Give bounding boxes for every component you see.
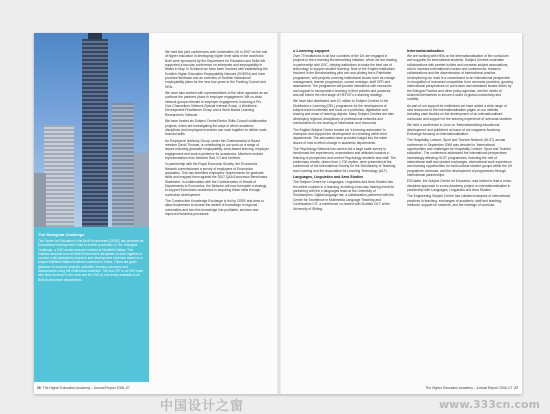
paragraph: In partnership with the Royal Economic Society, the Economics Network commissioned a survey of employers of Economics graduates. This has identified employers' requirements for graduate skills and mapped them against the 2007 QAA Economics Benchmark Statement. In collaboration with the Confederation of Heads of Departments in Economics, the Network will now formulate a strategy to support Economics academics in acquiring these skills through curriculum development.: [165, 162, 268, 197]
paragraph: We have also distributed over £1 million to Subject Centres in the Distributed e-Learning (DEL) programme for the development of subject-based materials and tools on e-portfolios, digitisation and sharing and reuse of learning objects. Many Subject Centres are also developing regional, disciplinary or professional networks and mechanisms for the sharing of information and resources.: [293, 99, 394, 126]
paragraph: As part of our support for institutions we have added a wide range of new resources to the internationalisation pages on our website, including case studies on the development of an internationalised curriculum and support for the learning experience of overseas students.: [407, 103, 513, 121]
paragraph: We have also worked with representatives of the other agencies as we continue the partners' place in employer engagement. We co-chair network groups relevant to employer engagement, including a Pro Vice-Chancellors' Network Special Interest Group, a Workforce Development Practitioner Group and a Work-Based Learning Researchers' Network.: [165, 91, 268, 117]
paragraph: We have funded six Subject Centre/Sector Skills Council collaborative projects, which are investigating the ways in which academic disciplines and employment sectors can work together to deliver work-focused skills.: [165, 119, 268, 137]
section-heading: Internationalisation: [407, 48, 444, 53]
paragraph: The Engineering Subject Centre has collated examples of international practices in teaching, exchanges of academic, staff and teaching methods, support for students, and the redesign of curricula.: [407, 194, 510, 207]
paragraph: The Subject Centre for Languages, Linguistics and Area Studies has ten online courses in e-learning, including a two-day training event for partnering with the e-languages team at the University of Southampton. Digital language lab, a collaboration partnered with the Centre for Excellence in Multimedia Language Teaching and Continuation CIT, a conference co-hosted with Scottish CILT at the University of Stirling.: [293, 180, 395, 211]
challenge-heading: The Shanghai Challenge: [38, 232, 85, 237]
paragraph: The Construction Knowledge Exchange is led by CEBE and aims to allow businesses to access the wealth of knowledge in regional universities and turn this knowledge into profitable, services and improved business processes.: [165, 199, 264, 217]
paragraph: Over 70 institutions in all four countries of the UK are engaged in projects in the e-learning Benchmarking Initiative, which we are leading in partnership with JISC, helping institutions to make the best use of technology to support student learning. Nine of the English institutions involved in the Benchmarking pilot are now piloting the e-Pathfinder programme, with projects covering institutional issues such as change management, learner progression, course redesign, staff CPD and assessment. The programme will provide institutions with resources and support to incorporate e-learning in their policies and practices, and will inform the next stage of HEFCE's e-learning strategy.: [293, 54, 397, 98]
paragraph: The English Subject Centre funded six 'e-learning advocates' to champion and support the development of e-learning within their departments. The advocates have provided insight into the wider issues of how to effect change in academic departments.: [293, 127, 388, 145]
footer-title: The Higher Education Academy – Annual Report 2006–07: [42, 386, 130, 390]
section-heading: e-Learning support: [293, 48, 330, 53]
paragraph: ESCalate, the Subject Centre for Education, was invited to lead a cross-discipline approach to a new Academy project on internationalisation in partnership with Languages, Linguistics and Area Studies.: [407, 179, 513, 192]
shanghai-challenge-box: [34, 227, 149, 382]
watermark-url: www.333cn.com: [439, 397, 540, 411]
page-number: 27: [514, 386, 518, 390]
paragraph: The Psychology Network has carried out a large scale survey to benchmark the experiences, expectations and attitudes towards e-learning of prospective and current Psychology students and staff. The preliminary results, drawn from 1,700 replies, were presented at the conference of the International Society for the Scholarship of Teaching and Learning and the Association for Learning Technology (ALT).: [293, 146, 396, 173]
paragraph: We held two joint conferences with Universities UK in 2007 on the role of higher education in developing higher level skills in the workforce. Both were sponsored by the Department for Education and Skills.We supported a two-day conference on enterprise and employability in Wales in May. In Scotland we have been involved with establishing the Scottish Higher Education Employability Network (SHEEN) and have provided feedback and an overview of Scottish institutional employability plans for the new four years to the Funding Council and HEIs.: [165, 50, 268, 89]
left-text-column: [165, 50, 269, 218]
paragraph: We are working with HEIs on the internationalisation of the curriculum and supports for international students. Subject Centres undertake collaborations with partner bodies and overseas subject associations, and to increase international courses and conferences, research collaborations and the dissemination of international practice. Underpinning our work is a commitment to an international perspective in recognition of increased competition from overseas providers, growing international perspectives on curriculum and standards issues driven by the Bologna Process and other policy agendas, and the needs of students themselves to secure a world of global connectivity and mobility.: [407, 54, 513, 102]
middle-text-column: [293, 48, 397, 213]
paragraph: An Employers' Advisory Group, under the Chairmanship of Board member David Thomas, is contributing to our work on a range of issues including graduate employability, work-based learning, employer engagement and work experience for academics. Members include representatives from Network Rail, ICI and Unilever.: [165, 138, 269, 160]
right-footer: [425, 386, 518, 390]
left-footer: [37, 386, 130, 390]
watermark: [160, 395, 540, 413]
report-spread: [34, 33, 522, 394]
footer-title: The Higher Education Academy – Annual Report 2006–07: [425, 386, 513, 390]
watermark-cn-text: 中国设计之窗: [160, 398, 245, 414]
skyscraper-photo: [34, 33, 149, 227]
spine-gutter: [277, 33, 281, 394]
paragraph: We held a conference in June on 'Internationalising educational development' and published an issue of our magazine Academy Exchange focusing on internationalisation.: [407, 123, 501, 136]
sub-heading: Languages, Linguistics and Area Studies: [293, 174, 364, 179]
paragraph: The Hospitality, Leisure, Sport and Tourism Network (HLST) annual conference in September 2006 was devoted to 'International opportunities and challenges for Hospitality, Leisure, Sport and Tourism education'. The conference addressed the international perspectives increasingly affecting HLST programmes, including the role of international staff and student exchanges, international work experience and learning opportunities for multi-cultural student groups within the UK programme overseas, and the development of programmes through international partnerships.: [407, 138, 513, 177]
challenge-body: The Centre for Education in the Built Environment (CEBE) has provided an Educational Development Grant to enable production of The Shanghai Challenge, a DVD media resource created at Sheffield Hallam. This enables students from all Built Environment disciplines to work together to conduct multi-disciplinary research and development schemes based on a project Sheffield Hallam students undertook in China. Tutors are given guidance to structure projects, activities, learning outcomes and assessments using the multimedia materials. The two CETLs at SHU have also been involved in the work and the DVD is now freely available to all Built Environment departments.: [38, 239, 144, 282]
page-number: 26: [37, 386, 41, 390]
right-text-column: [407, 48, 513, 209]
